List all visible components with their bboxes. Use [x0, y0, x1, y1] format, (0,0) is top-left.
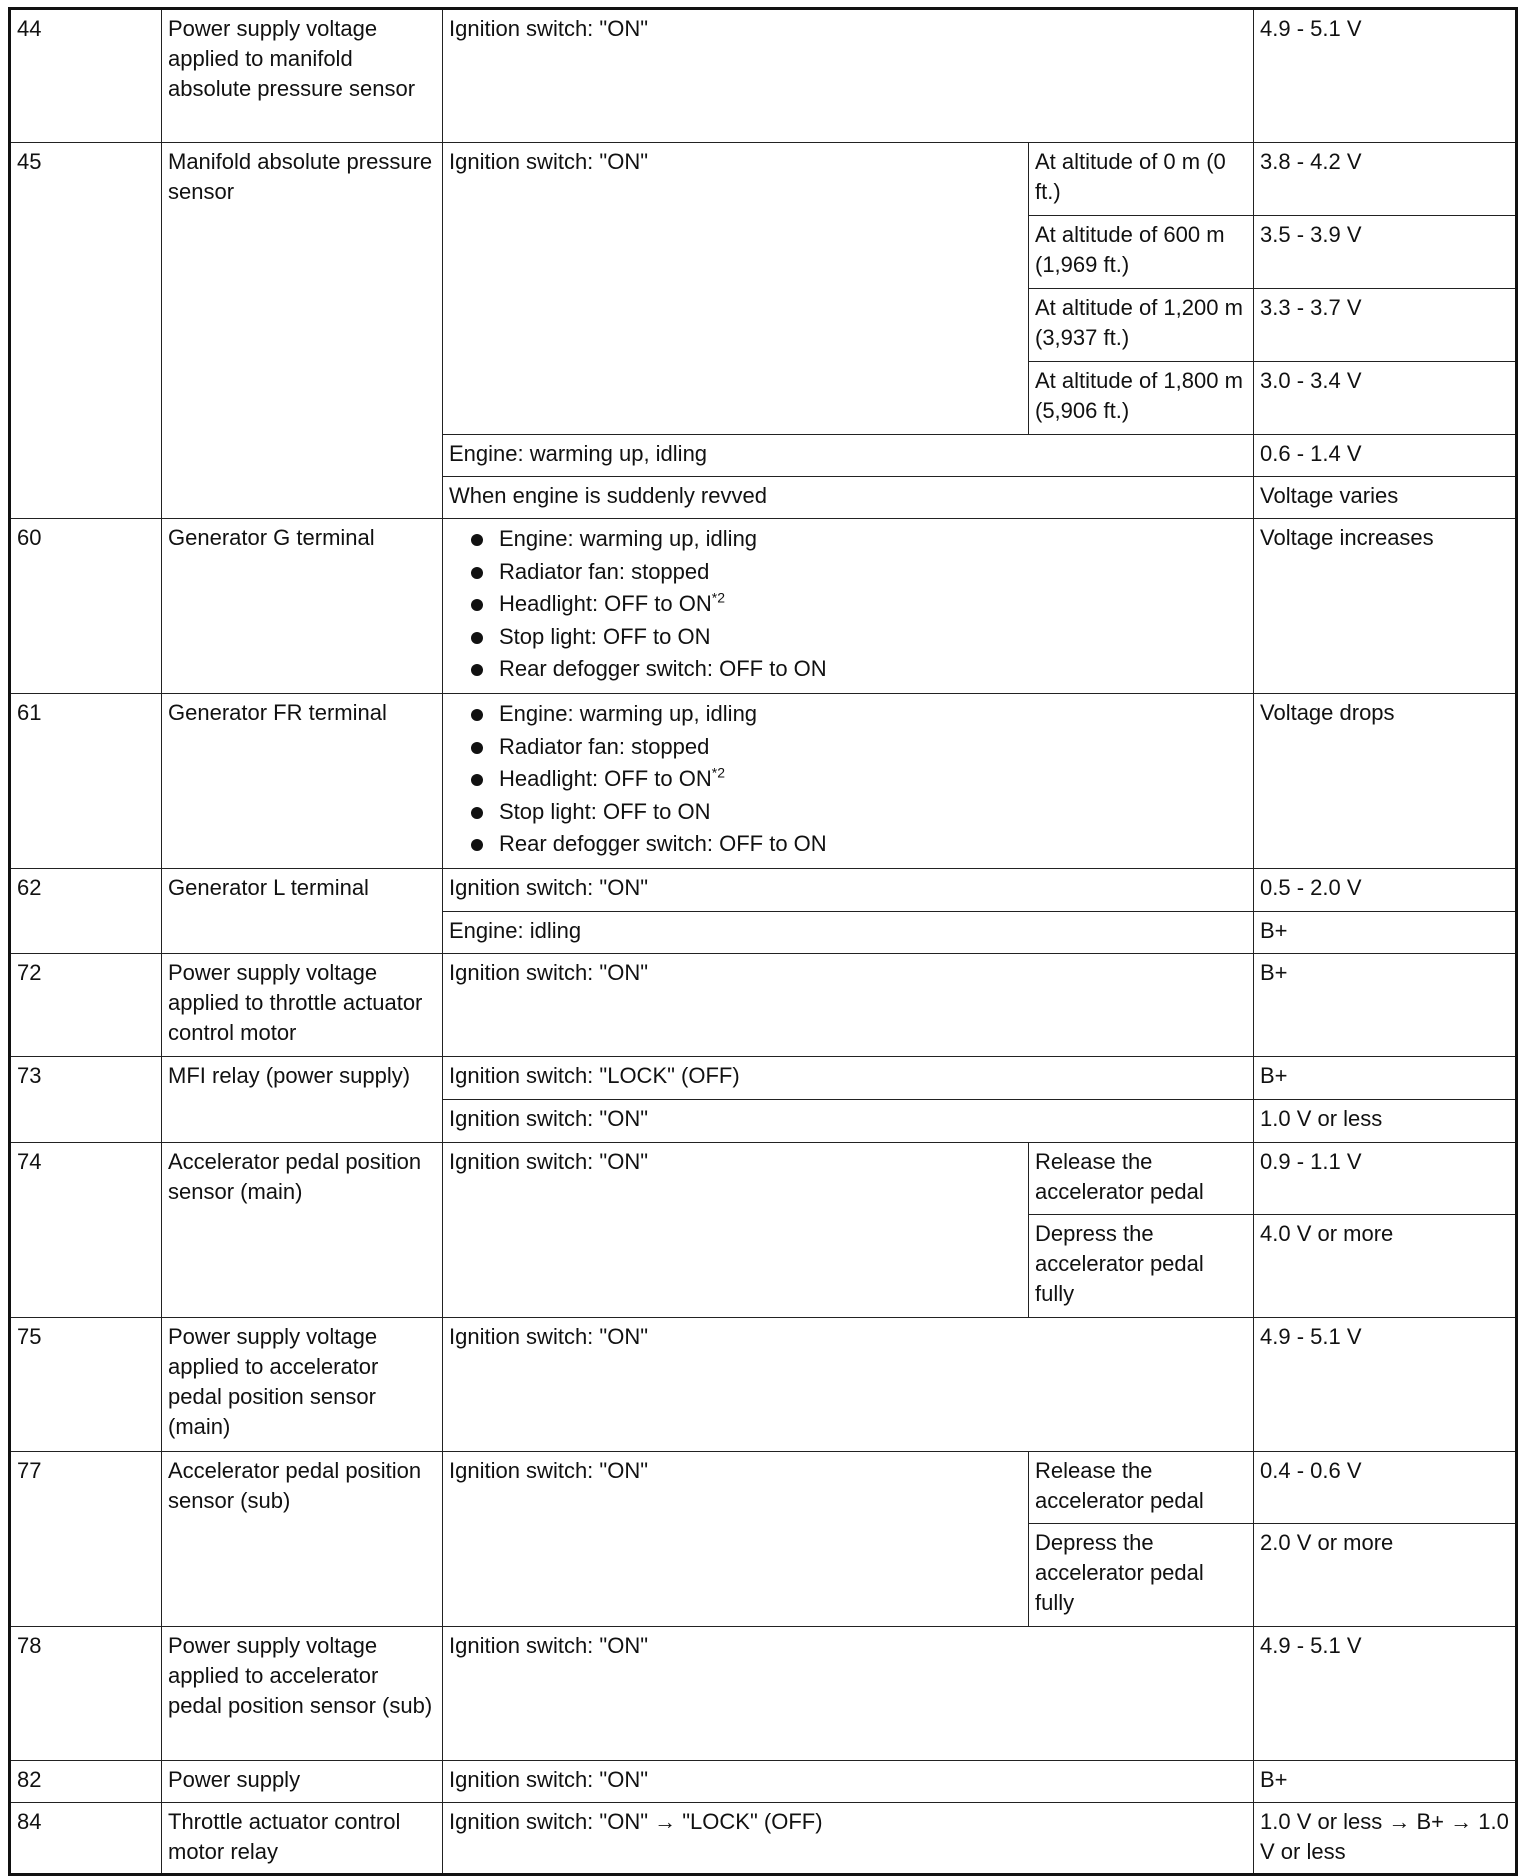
check-condition-list [443, 519, 1254, 694]
standard-value: 4.9 - 5.1 V [1254, 1318, 1517, 1452]
standard-value: Voltage varies [1254, 477, 1517, 519]
list-item: Radiator fan: stopped [449, 731, 1247, 764]
check-condition: Ignition switch: "ON" [443, 1452, 1029, 1627]
check-item: MFI relay (power supply) [162, 1057, 443, 1143]
terminal-no: 78 [10, 1627, 162, 1761]
document-page [8, 7, 1515, 1876]
condition-detail: Release the accelerator pedal [1029, 1143, 1254, 1215]
standard-value: 2.0 V or more [1254, 1524, 1517, 1627]
list-item: Headlight: OFF to ON$^{*2}$ [449, 588, 1247, 621]
list-item: Rear defogger switch: OFF to ON [449, 828, 1247, 861]
standard-value: Voltage drops [1254, 694, 1517, 869]
bullet-icon [471, 742, 483, 754]
check-condition: Ignition switch: "ON" [443, 869, 1254, 912]
terminal-no: 77 [10, 1452, 162, 1627]
table-row [10, 954, 1517, 1057]
standard-value: B+ [1254, 1761, 1517, 1803]
bullet-icon [471, 632, 483, 644]
standard-value: 0.4 - 0.6 V [1254, 1452, 1517, 1524]
check-item: Power supply voltage applied to manifold absolute pressure sensor [162, 9, 443, 143]
terminal-no: 84 [10, 1803, 162, 1875]
terminal-no: 45 [10, 143, 162, 519]
check-item: Generator G terminal [162, 519, 443, 694]
condition-detail: At altitude of 1,200 m (3,937 ft.) [1029, 289, 1254, 362]
standard-value: 3.3 - 3.7 V [1254, 289, 1517, 362]
standard-value: B+ [1254, 954, 1517, 1057]
footnote-mark: *2 [711, 764, 725, 781]
standard-value: B+ [1254, 1057, 1517, 1100]
table-row [10, 9, 1517, 143]
standard-value: 3.5 - 3.9 V [1254, 216, 1517, 289]
standard-value: 4.9 - 5.1 V [1254, 1627, 1517, 1761]
standard-value: 3.0 - 3.4 V [1254, 362, 1517, 435]
check-item: Power supply voltage applied to accelerator pedal position sensor (sub) [162, 1627, 443, 1761]
terminal-no: 62 [10, 869, 162, 954]
terminal-no: 75 [10, 1318, 162, 1452]
condition-detail: Release the accelerator pedal [1029, 1452, 1254, 1524]
bullet-icon [471, 774, 483, 786]
check-item: Accelerator pedal position sensor (main) [162, 1143, 443, 1318]
ecu-terminal-voltage-table [8, 7, 1518, 1876]
footnote-mark: *2 [711, 589, 725, 606]
list-item: Engine: warming up, idling [449, 698, 1247, 731]
bullet-icon [471, 599, 483, 611]
standard-value: 0.9 - 1.1 V [1254, 1143, 1517, 1215]
bullet-icon [471, 534, 483, 546]
check-item: Power supply voltage applied to throttle actuator control motor [162, 954, 443, 1057]
standard-value: 4.0 V or more [1254, 1215, 1517, 1318]
check-condition: Ignition switch: "ON" [443, 1143, 1029, 1318]
check-condition: Ignition switch: "ON" [443, 9, 1254, 143]
terminal-no: 82 [10, 1761, 162, 1803]
standard-value: 4.9 - 5.1 V [1254, 9, 1517, 143]
table-row [10, 869, 1517, 912]
table-row [10, 694, 1517, 869]
bullet-icon [471, 839, 483, 851]
standard-value: 1.0 V or less [1254, 1100, 1517, 1143]
check-condition-list [443, 694, 1254, 869]
check-item: Accelerator pedal position sensor (sub) [162, 1452, 443, 1627]
table-row [10, 519, 1517, 694]
table-row [10, 1761, 1517, 1803]
terminal-no: 60 [10, 519, 162, 694]
bullet-icon [471, 709, 483, 721]
table-row [10, 1627, 1517, 1761]
check-item: Manifold absolute pressure sensor [162, 143, 443, 519]
bullet-icon [471, 567, 483, 579]
standard-value: Voltage increases [1254, 519, 1517, 694]
standard-value: B+ [1254, 912, 1517, 954]
list-item: Stop light: OFF to ON [449, 621, 1247, 654]
table-row [10, 1803, 1517, 1875]
check-condition: Ignition switch: "ON" [443, 1100, 1254, 1143]
check-condition: Ignition switch: "LOCK" (OFF) [443, 1057, 1254, 1100]
list-item: Rear defogger switch: OFF to ON [449, 653, 1247, 686]
terminal-no: 61 [10, 694, 162, 869]
standard-value: 0.6 - 1.4 V [1254, 435, 1517, 477]
table-row [10, 143, 1517, 216]
list-item: Stop light: OFF to ON [449, 796, 1247, 829]
check-item: Power supply [162, 1761, 443, 1803]
check-condition: Ignition switch: "ON" → "LOCK" (OFF) [443, 1803, 1254, 1875]
condition-detail: Depress the accelerator pedal fully [1029, 1215, 1254, 1318]
table-row [10, 1143, 1517, 1215]
terminal-no: 44 [10, 9, 162, 143]
condition-detail: Depress the accelerator pedal fully [1029, 1524, 1254, 1627]
check-item: Throttle actuator control motor relay [162, 1803, 443, 1875]
condition-detail: At altitude of 1,800 m (5,906 ft.) [1029, 362, 1254, 435]
check-item: Generator FR terminal [162, 694, 443, 869]
check-condition: Engine: idling [443, 912, 1254, 954]
standard-value: 3.8 - 4.2 V [1254, 143, 1517, 216]
table-row [10, 1452, 1517, 1524]
check-condition: Ignition switch: "ON" [443, 1761, 1254, 1803]
list-item: Engine: warming up, idling [449, 523, 1247, 556]
check-condition: Ignition switch: "ON" [443, 954, 1254, 1057]
table-row [10, 1318, 1517, 1452]
bullet-icon [471, 664, 483, 676]
check-item: Power supply voltage applied to accelerator pedal position sensor (main) [162, 1318, 443, 1452]
list-item: Headlight: OFF to ON$^{*2}$ [449, 763, 1247, 796]
check-condition: Ignition switch: "ON" [443, 143, 1029, 435]
list-item: Radiator fan: stopped [449, 556, 1247, 589]
terminal-no: 72 [10, 954, 162, 1057]
standard-value: 1.0 V or less → B+ → 1.0 V or less [1254, 1803, 1517, 1875]
bullet-icon [471, 807, 483, 819]
check-condition: Ignition switch: "ON" [443, 1627, 1254, 1761]
check-item: Generator L terminal [162, 869, 443, 954]
check-condition: Ignition switch: "ON" [443, 1318, 1254, 1452]
table-row [10, 1057, 1517, 1100]
terminal-no: 73 [10, 1057, 162, 1143]
condition-detail: At altitude of 600 m (1,969 ft.) [1029, 216, 1254, 289]
standard-value: 0.5 - 2.0 V [1254, 869, 1517, 912]
condition-detail: At altitude of 0 m (0 ft.) [1029, 143, 1254, 216]
check-condition: Engine: warming up, idling [443, 435, 1254, 477]
check-condition: When engine is suddenly revved [443, 477, 1254, 519]
terminal-no: 74 [10, 1143, 162, 1318]
